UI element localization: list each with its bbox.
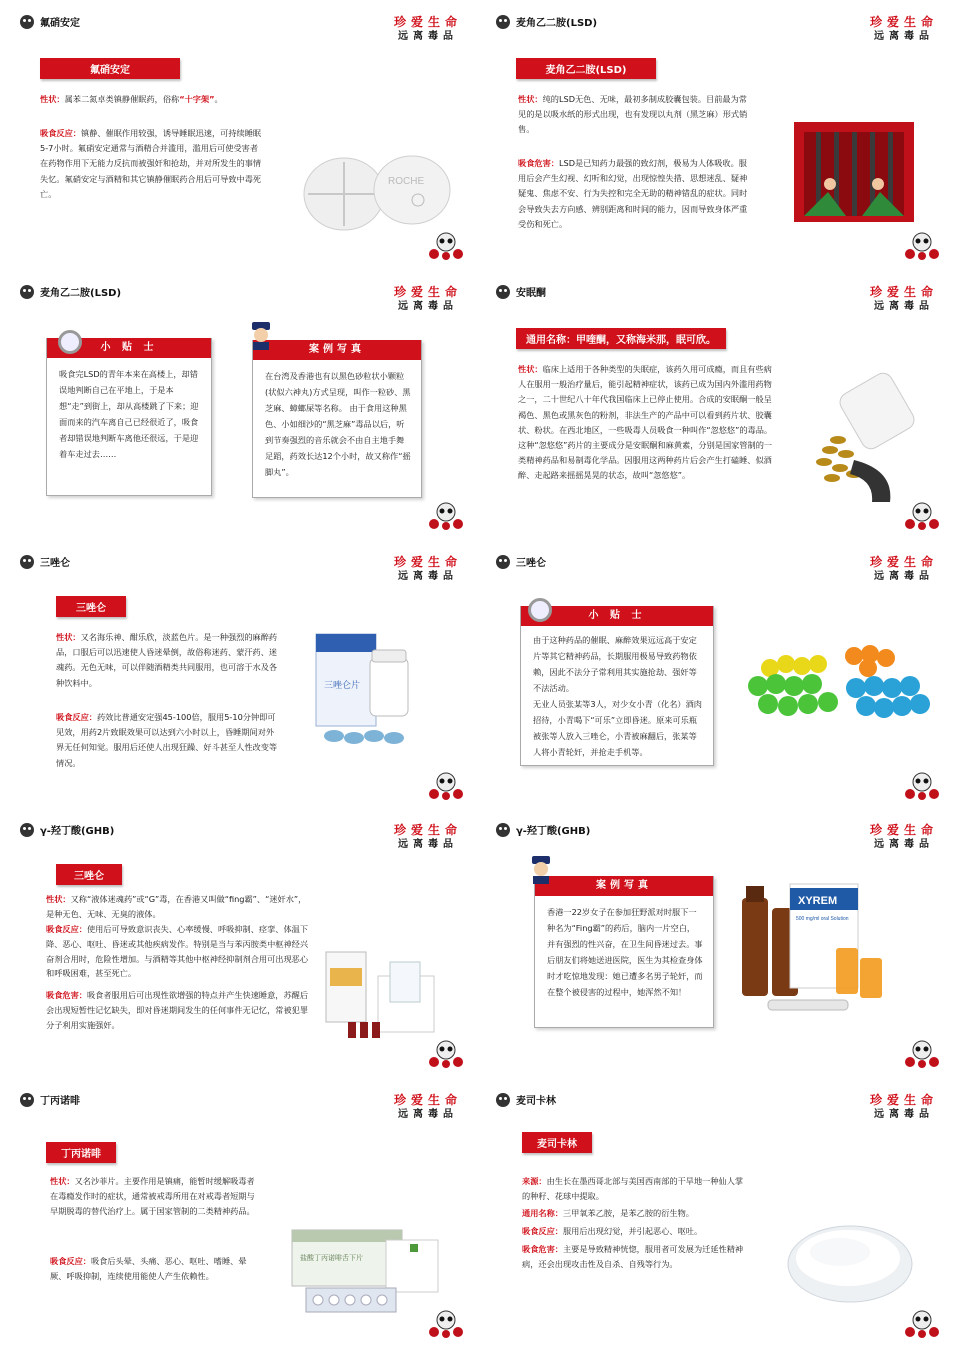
reaction-body: 使用后可导致意识丧失、心率缓慢、呼吸抑制、痉挛、体温下降、恶心、呕吐、昏迷或其他疾病发作。特别是当与苯丙胺类中枢神经兴奋剂合用时，危险性增加。与酒精等其他中枢神经抑制剂合用可出现恶心和呼吸困难，甚至死亡。 [46,924,309,979]
slogan-line1: 珍爱生命 [869,555,938,569]
slogan-line2: 远离毒品 [873,31,934,43]
slide-ghb-2 [476,808,948,1074]
skull-roses-icon [428,500,464,530]
slide-title: 三唑仑 [40,558,70,569]
brand-label: XYREM [798,895,838,907]
property-highlight: “十字架” [179,94,215,104]
slide-header [496,14,597,29]
property-text [518,362,774,483]
skull-icon [20,555,34,569]
slogan-line1: 珍爱生命 [393,285,462,299]
property-text [46,892,312,922]
slide-buprenorphine [0,1078,472,1352]
skull-icon [20,285,34,299]
box-label: 三唑仑片 [324,680,361,690]
harm-text [46,988,312,1032]
section-tag: 氟硝安定 [40,58,180,79]
tip-card [46,338,212,496]
xyrem-image [738,874,890,1034]
skull-icon [20,823,34,837]
skull-roses-icon [904,1038,940,1068]
pill-imprint: ROCHE [388,176,425,187]
skull-icon [496,285,510,299]
section-tag: 麦司卡林 [522,1132,592,1153]
slide-title: 麦角乙二胺(LSD) [40,288,122,299]
skull-roses-icon [428,770,464,800]
reaction-text [50,1254,260,1284]
reaction-body: 镇静、催眠作用较强，诱导睡眠迅速，可持续睡眠5-7小时。氟硝安定通常与酒精合并滥用，滥用后可使受害者在药物作用下无能力反抗而被强奸和抢劫，并对所发生的事情失忆。氟硝安定与酒精和其它镇静催眠药合用后可导致中毒死亡。 [40,128,262,199]
drug-box-image [310,628,416,752]
reaction-label: 吸食反应： [50,1256,91,1266]
tip-card-text [533,633,703,761]
property-label: 性状： [50,1176,75,1186]
generic-name-label: 通用名称： [522,1208,563,1218]
colored-pills-image [744,644,940,734]
skull-icon [20,15,34,29]
slogan-line1: 珍爱生命 [869,285,938,299]
harm-body: 吸食者服用后可出现性欲增强的特点并产生快速睡意，苏醒后会出现短暂性记忆缺失，即对昏迷期间发生的任何事件无记忆，常被犯罪分子利用实施强奸。 [46,990,309,1030]
property-text [50,1174,260,1220]
slide-title: 麦司卡林 [516,1096,556,1107]
slide-header [20,554,70,569]
section-tag: 三唑仑 [56,864,122,885]
skull-roses-icon [428,230,464,260]
slogan-line1: 珍爱生命 [869,15,938,29]
slogan [394,822,462,852]
property-text [40,92,280,107]
slide-header [20,1092,80,1107]
slogan [394,554,462,584]
pills-image [298,150,458,234]
slogan-line1: 珍爱生命 [393,823,462,837]
harm-label: 吸食危害： [522,1244,563,1254]
slogan [394,284,462,314]
skull-icon [20,1093,34,1107]
generic-name-body: 三甲氧苯乙胺，是苯乙胺的衍生物。 [562,1208,694,1218]
slide-lsd-2 [0,270,472,536]
property-body: 又名沙菲片。主要作用是镇痛，能暂时缓解吸毒者在毒瘾发作时的症状，通常被戒毒所用在对戒毒者短期与早期脱毒的替代治疗上。属于国家管制的二类精神药品。 [50,1176,255,1217]
slide-title: 安眠酮 [516,288,546,299]
reaction-label: 吸食反应： [56,712,97,722]
tip-card-text: 吸食完LSD的青年本来在高楼上，却错误地判断自己在平地上，于是本想“走”到街上，却从高楼跳了下来；迎面而来的汽车离自己已经很近了，吸食者却错误地判断车离他还很远，于是迎着车走过去…… [59,369,199,459]
slide-triazolam [0,540,472,806]
skull-roses-icon [904,500,940,530]
slide-title: 丁丙诺啡 [40,1096,80,1107]
property-body: 又名海乐神、酣乐欣，淡蓝色片。是一种强烈的麻醉药品，口服后可以迅速使人昏迷晕倒，故俗称迷药、蒙汗药、迷魂药。无色无味，可以伴随酒精类共同服用，也可溶于水及各种饮料中。 [56,632,278,688]
reaction-label: 吸食反应： [46,924,87,934]
slide-header [496,284,546,299]
tip-card-paragraph-1: 由于这种药品的催眠、麻醉效果远远高于安定片等其它精神药品，长期服用极易导致药物依赖，因此不法分子常利用其实施抢劫、强奸等不法活动。 [533,635,697,693]
slide-ghb-1 [0,808,472,1074]
source-label: 来源： [522,1176,547,1186]
slogan-line2: 远离毒品 [873,839,934,851]
slogan-line2: 远离毒品 [873,301,934,313]
slogan-line1: 珍爱生命 [393,15,462,29]
case-card-title: 案例写真 [253,340,421,360]
slogan [394,14,462,44]
property-label: 性状： [56,632,81,642]
generic-name-text [522,1206,744,1221]
property-body: 属苯二氮卓类镇静催眠药，俗称 [64,94,180,104]
property-body: 又称“液体迷魂药”或“G”毒，在香港又叫做“fing霸”、“迷奸水”，是种无色、无味、无臭的液体。 [46,894,307,919]
case-card-text: 香港一22岁女子在参加狂野派对时服下一种名为“Fing霸”的药后，脑内一片空白，并有强烈的性兴奋，在卫生间昏迷过去。事后朋友们将她送进医院，医生为其检查身体时才吃惊地发现：她已遭多名男子轮奸，而在整个被侵害的过程中，她浑然不知！ [547,907,703,997]
slide-header [496,1092,556,1107]
buprenorphine-box-image [286,1226,444,1318]
slide-header [496,554,546,569]
reaction-text [522,1224,744,1239]
brand-sub-label: 500 mg/ml oral Solution [796,916,849,922]
case-card [252,340,422,498]
slogan-line2: 远离毒品 [873,1109,934,1121]
slogan [870,822,938,852]
slogan-line2: 远离毒品 [397,839,458,851]
slide-methaqualone [476,270,948,536]
skull-icon [496,1093,510,1107]
slogan-line1: 珍爱生命 [869,1093,938,1107]
reaction-text [56,710,282,771]
skull-roses-icon [428,1038,464,1068]
reaction-text [40,126,262,202]
slogan-line1: 珍爱生命 [869,823,938,837]
jail-image [794,122,914,222]
property-body: 临床上适用于各种类型的失眠症，该药久用可成瘾，而且有些病人在服用一般治疗量后，能引起精神症状，该药已成为国内外滥用药物之一，二十世纪八十年代我国临床上已停止使用。合成的安眠酮一般呈褐色、黑色或黑灰色的粉剂，非法生产的产品中可以看到药片状、胶囊状、粉状。在西北地区，一些吸毒人员吸食一种叫作“忽悠悠”的毒品。这种“忽悠悠”药片的主要成分是安眠酮和麻黄素，分别是国家管制的一类精神药品和易制毒化学品。因服用这两种药片后会产生打磕睡、似酒醉、走起路来摇摇晃晃的状态，故叫“忽悠悠”。 [518,364,773,481]
section-tag: 丁丙诺啡 [46,1142,116,1163]
property-text [56,630,282,691]
tip-card [520,606,714,766]
slide-header [20,14,80,29]
case-card-title: 案例写真 [535,876,713,896]
tip-card-paragraph-2: 无业人员张某等3人，对少女小青（化名）酒肉招待，小青喝下“可乐”立即昏迷。原来可乐瓶被张等人放入三唑仑，小青被麻翻后，张某等人将小青轮奸，并抢走手机等。 [533,698,702,757]
slogan [870,1092,938,1122]
lab-kit-image [318,946,442,1046]
box-label: 盐酸丁丙诺啡舌下片 [300,1255,363,1262]
harm-text [518,156,748,232]
property-end: 。 [214,94,223,104]
slogan-line2: 远离毒品 [397,571,458,583]
property-text [518,92,748,138]
skull-icon [496,555,510,569]
slide-header [20,822,114,837]
section-tag: 通用名称：甲喹酮，又称海米那，眠可欣。 [516,328,726,349]
slogan-line2: 远离毒品 [873,571,934,583]
reaction-body: 服用后出现幻觉，并引起恶心、呕吐。 [562,1226,703,1236]
slogan-line2: 远离毒品 [397,301,458,313]
source-body: 由生长在墨西哥北部与美国西南部的干旱地一种仙人掌的种籽、花球中提取。 [522,1176,744,1202]
case-card [534,876,714,1028]
slogan-line2: 远离毒品 [397,1109,458,1121]
skull-icon [496,823,510,837]
slide-mescaline [476,1078,948,1352]
reaction-text [46,922,312,981]
slogan [870,554,938,584]
slide-title: 氟硝安定 [40,18,80,29]
tip-card-title: 小 贴 士 [521,606,713,626]
harm-text [522,1242,744,1272]
skull-roses-icon [904,230,940,260]
slide-title: γ-羟丁酸(GHB) [40,826,115,837]
skull-roses-icon [904,770,940,800]
magnifier-icon [528,598,552,622]
section-tag: 三唑仑 [56,596,126,617]
reaction-body: 吸食后头晕、头痛、恶心、呕吐、嗜睡、晕厥、呼吸抑制，连续使用能使人产生依赖性。 [50,1256,247,1282]
harm-label: 吸食危害： [518,158,559,168]
police-icon [246,320,276,350]
slide-title: 麦角乙二胺(LSD) [516,18,598,29]
slide-flunitrazepam [0,0,472,266]
slide-header [496,822,590,837]
pill-bottle-image [794,370,920,508]
slide-title: 三唑仑 [516,558,546,569]
slogan [394,1092,462,1122]
property-label: 性状： [518,364,543,374]
reaction-label: 吸食反应： [40,128,81,138]
tip-card-title: 小 贴 士 [47,338,211,358]
slogan [870,284,938,314]
slide-lsd-1 [476,0,948,266]
slide-title: γ-羟丁酸(GHB) [516,826,591,837]
slide-triazolam-tip [476,540,948,806]
reaction-label: 吸食反应： [522,1226,563,1236]
slogan-line2: 远离毒品 [397,31,458,43]
police-icon [526,854,556,884]
harm-label: 吸食危害： [46,990,87,1000]
section-tag: 麦角乙二胺(LSD) [516,58,656,79]
source-text [522,1174,744,1204]
property-body: 纯的LSD无色、无味，最初多制成胶囊包装。目前最为常见的是以吸水纸的形式出现，也有发现以丸剂（黑芝麻）形式销售。 [518,94,748,135]
harm-body: 主要是导致精神恍惚，服用者可发展为迁延性精神病，还会出现攻击性及自杀、自残等行为。 [522,1244,744,1270]
slogan-line1: 珍爱生命 [393,555,462,569]
skull-icon [496,15,510,29]
case-card-text: 在台湾及香港也有以黑色砂粒状小颗粒(状似六神丸)方式呈现，叫作一粒砂、黑芝麻、蟑螂屎等名称。 由于食用这种黑色、小如细沙的“黑芝麻”毒品以后，听到节奏强烈的音乐就会不由自主地手舞足蹈，药效长达12个小时，故又称作“摇脚丸”。 [265,371,411,477]
property-label: 性状： [518,94,543,104]
property-label: 性状： [46,894,71,904]
skull-roses-icon [904,1308,940,1338]
white-powder-image [780,1208,920,1308]
magnifier-icon [58,330,82,354]
slogan-line1: 珍爱生命 [393,1093,462,1107]
reaction-body: 药效比普通安定强45-100倍，服用5-10分钟即可见效，用药2片致眠效果可以达到六小时以上，昏睡期间对外界无任何知觉。服用后还使人出现狂躁、好斗甚至人性改变等情况。 [56,712,278,768]
slogan [870,14,938,44]
harm-body: LSD是已知药力最强的致幻剂，极易为人体吸收。服用后会产生幻视、幻听和幻觉，出现惊惶失措、思想迷乱、疑神疑鬼、焦虑不安、行为失控和完全无助的精神错乱的症状。同时会导致失去方向感、辨别距离和时间的能力，因而导致身体严重受伤和死亡。 [518,158,748,229]
slide-header [20,284,121,299]
property-label: 性状： [40,94,65,104]
skull-roses-icon [428,1308,464,1338]
